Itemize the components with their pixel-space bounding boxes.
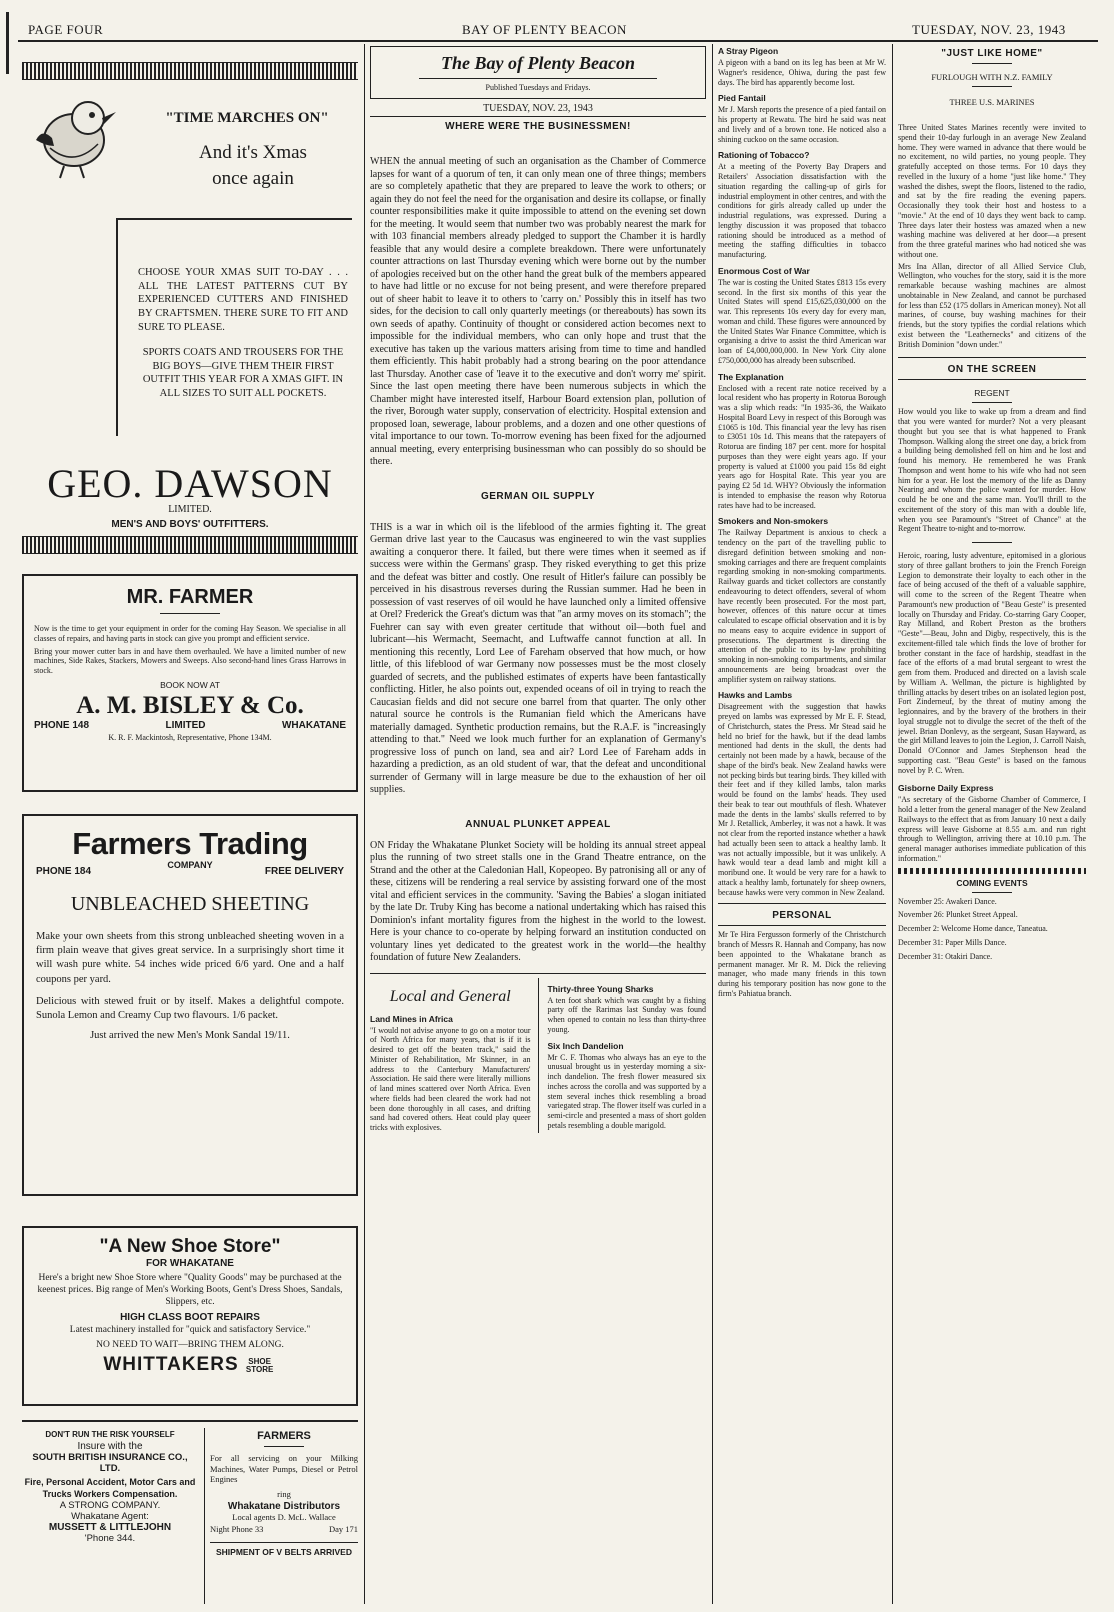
shoe-store-label: SHOE STORE (245, 1356, 274, 1374)
ins-line7: MUSSETT & LITTLEJOHN (48, 1522, 172, 1534)
coming-event-item: November 26: Plunket Street Appeal. (898, 910, 1018, 920)
farmers-trading-ad (22, 814, 358, 1196)
distrib-day: Day 171 (328, 1523, 358, 1534)
c4-dash-5 (972, 892, 1012, 893)
masthead-rule (18, 40, 1098, 42)
column-rule-2 (712, 44, 713, 1604)
distrib-ship: SHIPMENT OF V BELTS ARRIVED (210, 1542, 358, 1557)
lg-text-3: Mr C. F. Thomas who always has an eye to the unusual brought us in yesterday morning a six-inch dandelion. The fresh flower measured six inches across the corolla and was supported by a stem several inches thick resembling a broad variegated strap. The flower itself was curled in a semi-circle and presented a mass of short golden petals resembling a double marigold. (547, 1052, 706, 1130)
dawson-xmas-line1: And it's Xmas (199, 142, 307, 163)
bisley-divider (160, 613, 220, 614)
dawson-tagline: MEN'S AND BOYS' OUTFITTERS. (111, 519, 269, 530)
running-title: BAY OF PLENTY BEACON (462, 22, 627, 37)
c3-rule-2 (718, 925, 886, 926)
bisley-book: BOOK NOW AT (160, 679, 220, 690)
editorial-heading-2: GERMAN OIL SUPPLY (480, 490, 596, 502)
lg-divider (538, 978, 539, 1133)
distrib-divider (264, 1446, 304, 1447)
editorial-date: TUESDAY, NOV. 23, 1943 (483, 103, 593, 114)
c3-text-1: A pigeon with a band on its leg has been at Mr W. Wagner's residence, Ohiwa, during the past few days. The bird has apparently become lost. (718, 58, 886, 87)
dawson-xmas-line2: once again (212, 168, 294, 189)
c4-rule-2 (898, 379, 1086, 380)
ads-column (22, 62, 358, 1607)
bisley-phone: PHONE 148 (34, 719, 90, 731)
bisley-rep: K. R. F. Mackintosh, Representative, Phone 134M. (108, 732, 272, 742)
news-column (718, 46, 886, 1602)
distrib-agent: Local agents D. McL. Wallace (232, 1511, 336, 1522)
dawson-copy: CHOOSE YOUR XMAS SUIT TO-DAY . . . ALL THE LATEST PATTERNS CUT BY EXPERIENCED CUTTERS AND FINISHED BY CRAFTSMEN. THERE SURE TO FIT AND SURE TO PLEASE. (138, 267, 348, 333)
bottom-ad-divider (204, 1428, 205, 1604)
shoe-repairs: HIGH CLASS BOOT REPAIRS (120, 1311, 260, 1323)
nameplate-rule (419, 78, 657, 79)
edge-mark (6, 12, 9, 74)
lg-sub-2: Thirty-three Young Sharks (547, 983, 654, 994)
bisley-name: A. M. BISLEY & Co. (76, 691, 304, 719)
c3-text-2: Mr J. Marsh reports the presence of a pied fantail on his property at Rewatu. The bird he said was neat and lively and of a brown tone. He noticed also a shining cuckoo on the same occasion. (718, 105, 886, 144)
farmers-para1: Make your own sheets from this strong unbleached sheeting woven in a firm plain weave that gives great service. In a surprisingly short time it will wash pure white. 54 inches wide priced 6/6 yard. One and a half coupons per yard. (36, 931, 344, 985)
farmers-para3: Just arrived the new Men's Monk Sandal 19/11. (90, 1030, 290, 1042)
dawson-limited: LIMITED. (168, 504, 212, 515)
c4-sub-2: THREE U.S. MARINES (949, 97, 1035, 107)
coming-events-heading: COMING EVENTS (956, 877, 1028, 888)
coming-events-list (898, 897, 1086, 962)
coming-event-item: December 2: Welcome Home dance, Taneatua. (898, 924, 1048, 933)
farmers-company: COMPANY (167, 860, 213, 870)
bottom-ads (22, 1420, 358, 1607)
distrib-name: Whakatane Distributors (227, 1500, 341, 1512)
c3-sub-3: Rationing of Tobacco? (718, 150, 810, 161)
local-general-left (370, 978, 530, 1133)
dawson-copy2: SPORTS COATS AND TROUSERS FOR THE BIG BOYS—GIVE THEM THEIR FIRST OUTFIT THIS YEAR FOR A XMAS GIFT. IN ALL SIZES TO SUIT ALL POCKETS. (142, 347, 344, 399)
c3-rule (718, 903, 886, 904)
running-date: TUESDAY, NOV. 23, 1943 (912, 22, 1066, 37)
distrib-night: Night Phone 33 (210, 1523, 264, 1534)
bird-icon (28, 88, 120, 184)
c4-dash-1 (972, 63, 1012, 64)
dawson-top-border (22, 62, 358, 80)
editorial-heading-3: ANNUAL PLUNKET APPEAL (465, 818, 611, 830)
nameplate: The Bay of Plenty Beacon (441, 53, 635, 73)
nameplate-pub: Published Tuesdays and Fridays. (485, 83, 591, 92)
c4-dash-4 (972, 542, 1012, 543)
c4-ornament (898, 868, 1086, 874)
shoe-para1: Here's a bright new Shoe Store where "Quality Goods" may be purchased at the keenest prices. Big range of Men's Working Boots, Gent's Dress Shoes, Sandals, Slippers, etc. (37, 1273, 343, 1307)
dawson-bottom-border (22, 536, 358, 554)
column-rule-1 (364, 44, 365, 1604)
c4-rule-1 (898, 357, 1086, 358)
shoe-name: WHITTAKERS (103, 1353, 239, 1375)
c4-heading-1: "JUST LIKE HOME" (941, 48, 1043, 59)
bisley-ad (22, 574, 358, 792)
c4-dash-3 (972, 402, 1012, 403)
c4-text-1: Three United States Marines recently were invited to spend their 10-day furlough in an average New Zealand home. They were warned in advance that there would be no excitement, no wild parties, no young people. They gratefully accepted on those terms. For 10 days they revelled in the luxury of a home "just like home." They washed the dishes, swept the floors, listened to the radio, and sat by the fire reading the evening papers. Occasionally they took their host and hostess to a "movie." At the end of 10 days they went back to camp. Three days later their hostess was amazed when a new washing machine was delivered at her door—a present from the three grateful marines who had noticed she was without one. (898, 123, 1086, 259)
ins-line1: DON'T RUN THE RISK YOURSELF (45, 1430, 175, 1439)
farmers-product: UNBLEACHED SHEETING (70, 893, 310, 915)
editorial-column (370, 46, 706, 1602)
ins-line8: 'Phone 344. (84, 1533, 136, 1545)
c3-sub-1: A Stray Pigeon (718, 46, 779, 56)
page-number: PAGE FOUR (28, 22, 104, 37)
dawson-hline (116, 218, 352, 220)
distrib-para: For all servicing on your Milking Machines, Water Pumps, Diesel or Petrol Engines (210, 1453, 358, 1485)
ins-line5: A STRONG COMPANY. (59, 1500, 161, 1512)
editorial-text-2: THIS is a war in which oil is the lifeblood of the armies fighting it. The great German drive last year to the Caucasus was engineered to win the vast supplies awaiting a conqueror there. It failed, but there were times when it seemed as if success were within the Germans' grasp. They risked everything to get this prize and the defeat was bitter and costly. One result of Hitler's failure can possibly be perceived in his disastrous reverses during the Russian summer. Had he been in possession of vast reserves of oil would he have launched only a limited offensive at Orel? Frederick the Great's dictum was that "an army moves on its stomach"; the Fuehrer can say with even greater certitude that without oil—both fuel and lubricant—his Wermacht, Seemacht, and Luftwaffe cannot function at all. In mentioning this recently, Lord Lee of Fareham observed that how much, or how little, of this lifeblood of war Germany now possesses must be the most closely guarded of secrets, and the published estimates of experts have been fantastically conflicting. Hitler, he also points out, expended oceans of oil in trying to reach the Caucasian fields and did not secure one barrel from that quarter. The only other natural source he controls is the Rumanian field which the Americans have materially damaged. Synthetic production remains, but the R.A.F. is "increasingly attending to that." Need we look much further for an explanation of Germany's progressive loss of punch on land, sea and air? Lord Lee of Fareham adds in hazarding a prediction, as an old student of war, that the defeat and unconditional surrender of Germany will in large measure be due to the exhaustion of her oil supplies. (370, 521, 706, 795)
dawson-ad (22, 80, 358, 525)
c4-text-4: Heroic, roaring, lusty adventure, epitomised in a glorious story of three gallant brothers to join the French Foreign Legion to demonstrate their loyalty to each other in the face of being accused of the theft of a valuable sapphire, will come to the screen of the Regent Theatre when Paramount's new production of "Beau Geste" is presented locally on Thursday and Friday. Co-starring Gary Cooper, Ray Milland, and Robert Preston as the brothers "Geste"—Beau, John and Digby, respectively, this is the excitement-filled tale which finds the love of brother for brother constant in the face of hardship, steadfast in the face of the efforts of a mad brutal sergeant to wrest the gem from them. Produced and directed on a lavish scale by William A. Wellman, the picture is highlighted by thrilling attacks by desert tribes on an isolated legion post, Fort Zinderneuf, by the threat of mutiny among the legionnaires, and by the bravery of the brothers in their loyal struggle not to divulge the secret of the theft of the jewel. Brian Donlevy, as the sergeant, Susan Hayward, as the girl Milland leaves to join the Legion, J. Carroll Naish, Donald O'Connor and James Stephenson head the supporting cast. "Beau Geste" is based on the famous novel by P. C. Wren. (898, 551, 1086, 775)
c3-text-7: Disagreement with the suggestion that hawks preyed on lambs was expressed by Mr E. F. Stead, of Christchurch, states the Press. Mr Stead said he held no brief for the hawk, but if the dead lambs mentioned had dents in the skull, the dents had certainly not been made by a hawk, because of the shape of the bird's beak. New Zealand hawks were not pecking birds but tearing birds. They killed with their feet and if they killed lambs, talon marks would be found on the lambs' heads. They used their beak to tear out mouthfuls of flesh. Whatever made the dents in the lambs' skulls referred to by Mr J. Retallick, Amberley, it was not a hawk. It was not clear from the reported instance whether a hawk had actually been seen to attack a healthy lamb. It was not actually impossible, but it was unlikely. A hawk would tear a dead lamb and might kill a moribund one. It would be very rare for a hawk to attack a healthy lamb, fortunately for sheep owners, because hawks were very common in New Zealand. (718, 702, 886, 897)
bisley-limited: LIMITED (165, 719, 206, 731)
bisley-title: MR. FARMER (126, 586, 254, 608)
c4-text-2: Mrs Ina Allan, director of all Allied Service Club, Wellington, who vouches for the story, said it is the more remarkable because washing machines are almost unobtainable in New Zealand, and cannot be purchased for less than £52 (175 dollars in American money). Not all marines, of course, buy washing machines for their friends, but the story typifies the cordial relations which exist between the "Leathernecks" and citizens of the British Dominion "down under." (898, 261, 1086, 349)
editorial-text-1: WHEN the annual meeting of such an organisation as the Chamber of Commerce lapses for want of a quorum of ten, it can only mean one of three things; members are so completely apathetic that they are prepared to leave the work to others; or again they do not feel the need for the organisation and desire its collapse, or finally counter responsibilities make it quite impossible to attend on the evening set down for the meeting. It would seem that number two was probably nearest the mark for with 103 financial members already pledged to support the Chamber it is hardly feasible that any would desire a complete breakdown. There were unfortunately counter attractions on last Thursday evening which were borne out by the number of apologies received but on the other hand the great bulk of the members appeared to have had little or no excuse for not being present, and were therefore prepared out of sheer habit to leave it to others to 'carry on.' Possibly this in itself has two sides, for the decision to call only quarterly meetings (or thereabouts) has sown its own seeds of apathy. Continuity of thought or considered action becomes next to impossible for the individual members, who can only hope and trust that the executive has taken up the various matters arising from time to time and handled them efficiently. This habit probably had a strong bearing on the poor attendance last Thursday. Another case of 'leave it to the executive and don't worry me' spirit. Since the last open meeting there have been numerous subjects in which the Chamber might have interested itself, Harbour Board extension plan, pollution of the river, Borough water supply, conservation of electricity. Hospital extension and proposed loan, sewerage, labour problems, and a dozen and one other questions of vital importance to our town. To-morrow evening has been fixed for the adjourned annual meeting, every enterprising businessman who can possibly do so should be there. (370, 156, 706, 467)
shoe-wait: NO NEED TO WAIT—BRING THEM ALONG. (96, 1339, 284, 1350)
distrib-phones (210, 1524, 358, 1534)
c3-sub-5: The Explanation (718, 371, 784, 382)
farmers-title: Farmers Trading (72, 826, 308, 861)
farmers-phone: PHONE 184 (36, 866, 92, 877)
c4-sub-5: Gisborne Daily Express (898, 783, 994, 794)
c3-text-3: At a meeting of the Poverty Bay Drapers and Retailers' Association dissatisfaction with the situation regarding the calling-up of girls for industrial employment in other centres, and with the conditions for girls already called up under the industrial regulations, was expressed. During a lengthy discussion it was proposed that tobacco rationing should be introduced as a method of meeting the staffing difficulties in tobacco manufacturing. (718, 162, 886, 259)
c3-sub-4: Enormous Cost of War (718, 265, 810, 276)
editorial-text-3: ON Friday the Whakatane Plunket Society will be holding its annual street appeal plus the running of two street stalls one in the Grand Theatre entrance, on the Strand and the other at the Caledonian Hall, Kopeopeo. By patronising all or any of these, citizens will be rendering a real service by assisting forward one of the most vital and efficient services in the community. 'Saving the Babies' a slogan initiated by the late Dr. Truby King has become a national undertaking which has raised this Dominion's infant mortality figures from the highest in the world to the lowest. Here is your chance to co-operate by helping forward an institution conducted on voluntary lines yet dedicated to the greatest work in the world—the healthy foundation of future New Zealanders. (370, 839, 706, 963)
c4-regent: REGENT (974, 388, 1010, 399)
ins-line2: Insure with the (77, 1441, 143, 1452)
c4-text-5: "As secretary of the Gisborne Chamber of Commerce, I hold a letter from the general manager of the New Zealand Railways to the effect that as from January 10 next a daily express will leave Gisborne at 8.55 a.m. and run right through to Wellington, arriving there at 10.10 p.m. The general manager authorises immediate publication of this information." (898, 795, 1086, 863)
distrib-title: FARMERS (257, 1430, 311, 1442)
coming-event-item: December 31: Otakiri Dance. (898, 951, 993, 961)
dawson-vline (116, 218, 118, 436)
editorial-rule (370, 116, 706, 117)
insurance-ad (22, 1430, 198, 1544)
lg-sub-3: Six Inch Dandelion (547, 1040, 624, 1051)
personal-heading: PERSONAL (772, 910, 832, 922)
farmers-delivery: FREE DELIVERY (264, 866, 344, 877)
shoe-title: "A New Shoe Store" (99, 1236, 281, 1257)
features-column (898, 46, 1086, 1602)
editorial-heading-1: WHERE WERE THE BUSINESSMEN! (445, 121, 631, 132)
column-rule-3 (892, 44, 893, 1604)
c4-dash-2 (972, 86, 1012, 87)
ins-line6: Whakatane Agent: (71, 1511, 149, 1523)
c3-sub-7: Hawks and Lambs (718, 690, 793, 701)
local-general-rule (370, 973, 706, 974)
c4-sub-1: FURLOUGH WITH N.Z. FAMILY (931, 72, 1053, 82)
shoe-for: FOR WHAKATANE (146, 1258, 234, 1269)
nameplate-box (370, 46, 706, 99)
c4-heading-2: ON THE SCREEN (947, 364, 1037, 376)
c3-sub-6: Smokers and Non-smokers (718, 516, 829, 527)
c3-text-5: Enclosed with a recent rate notice received by a local resident who has property in Rotorua Borough was a slip which reads: "In 1935-36, the Waikato Hospital Board Levy in respect of this Borough was £1065 is 10d. This financial year the levy has risen to £3051 10s 1d. This means that the ratepayers of Rotorua are finding 187 per cent. more for hospital purposes than they were eight years ago. If your property is valued at £1000 you paid 15s 8d eight years ago for Hospital Rate. This year you are paying £2 5d 1d. WHY? Obviously the information is intended to emphasise the reason why Rotorua rates have had to be increased. (718, 383, 886, 510)
lg-text-2: A ten foot shark which was caught by a fishing party off the Rarimas last Sunday was found when opened to contain no less than thirty-three young. (547, 995, 706, 1034)
personal-text: Mr Te Hira Fergusson formerly of the Christchurch branch of Messrs R. Hannah and Company, has now been appointed to the Whakatane branch as permanent manager. Mr R. M. Dick the relieving manager, who made many friends in this town during his temporary position has now gone to the firm's Pahiatua branch. (718, 930, 886, 998)
distributors-ad (210, 1430, 358, 1557)
coming-event-item: November 25: Awakeri Dance. (898, 896, 997, 906)
lg-sub-1: Land Mines in Africa (370, 1013, 453, 1024)
bisley-para2: Bring your mower cutter bars in and have them overhauled. We have a limited number of new machines, Side Rakes, Stackers, Mowers and Sweeps. Also second-hand lines Grass Harrows in stock. (34, 646, 346, 675)
dawson-slogan: "TIME MARCHES ON" (165, 110, 329, 126)
local-general-section (370, 978, 706, 1133)
dawson-name: GEO. DAWSON (47, 461, 333, 506)
bisley-town: WHAKATANE (281, 719, 346, 731)
farmers-para2: Delicious with stewed fruit or by itself. Makes a delightful compote. Sunola Lemon and Creamy Cup two flavours. 1/6 packet. (36, 995, 344, 1021)
distrib-ring: ring (277, 1488, 291, 1499)
coming-event-item: December 31: Paper Mills Dance. (898, 937, 1007, 947)
c3-text-6: The Railway Department is anxious to check a tendency on the part of the travelling public to disregard definition between smoking and non-smoking carriages and there are frequent complaints regarding smoking in non-smoking compartments. Railway guards and ticket collectors are constantly endeavouring to detect offenders, several of whom have recently been prosecuted. For the most part, however, offences of this nature occur at times calculated to escape official observation and it is by no means easy to acquire evidence in support of prosecutions. The department is directing the attention of the public to its by-law prohibiting smoking in non-smoking compartments, and similar announcements are being broadcast over the amplifier system on railway stations. (718, 528, 886, 684)
shoe-store-ad (22, 1226, 358, 1406)
ins-line3: SOUTH BRITISH INSURANCE CO., LTD. (32, 1452, 188, 1474)
ins-line4: Fire, Personal Accident, Motor Cars and Trucks Workers Compensation. (24, 1477, 196, 1500)
shoe-name-row (36, 1354, 344, 1376)
lg-text-1: "I would not advise anyone to go on a motor tour of North Africa for many years, that is if it is desired to get off the beaten track," said the Minister of Rehabilitation, Mr Skinner, in an address to the Canterbury Manufacturers' Association. He said there were literally millions of land mines scattered over North Africa. Even where fields had been cleared the work had not been done thoroughly in all cases, and drifting sand had covered others. Heat could play queer tricks with explosives. (370, 1025, 531, 1132)
local-general-right (547, 978, 706, 1133)
bisley-para1: Now is the time to get your equipment in order for the coming Hay Season. We specialise in all classes of repairs, and having parts in stock can give you prompt and efficient service. (34, 624, 346, 643)
shoe-para2: Latest machinery installed for "quick and satisfactory Service." (69, 1324, 311, 1335)
c4-text-3: How would you like to wake up from a dream and find that you were wanted for murder? Not a very pleasant thought but you see that is what happened to Frank Thompson. Walking along the street one day, a brick from a building being demolished fell on him and he lost and found his memory. He remembered he was Frank Thompson and went home to his wife who had not seen him for a year. He lost the memory of the life as Danny Nearing and whom the police wanted for murder. How could he be one and the same man. You'll thrill to the excitement of the story of this man with a double life, when you see Paramount's "Street of Chance" at the Regent Theatre to-night and to-morrow. (898, 407, 1086, 534)
local-general-title: Local and General (389, 987, 511, 1005)
c3-text-4: The war is costing the United States £813 15s every second. In the first six months of this year the United States will spend £15,625,030,000 on the war. This represents 10s every day for every man, woman and child. These figures were announced by the United States War Finance Committee, which is organising a drive to assist the third American war loan of £4,000,000,000. In New York City alone £750,000,000 has already been subscribed. (718, 277, 886, 365)
bisley-contact-row (34, 720, 346, 731)
c3-sub-2: Pied Fantail (718, 93, 766, 104)
